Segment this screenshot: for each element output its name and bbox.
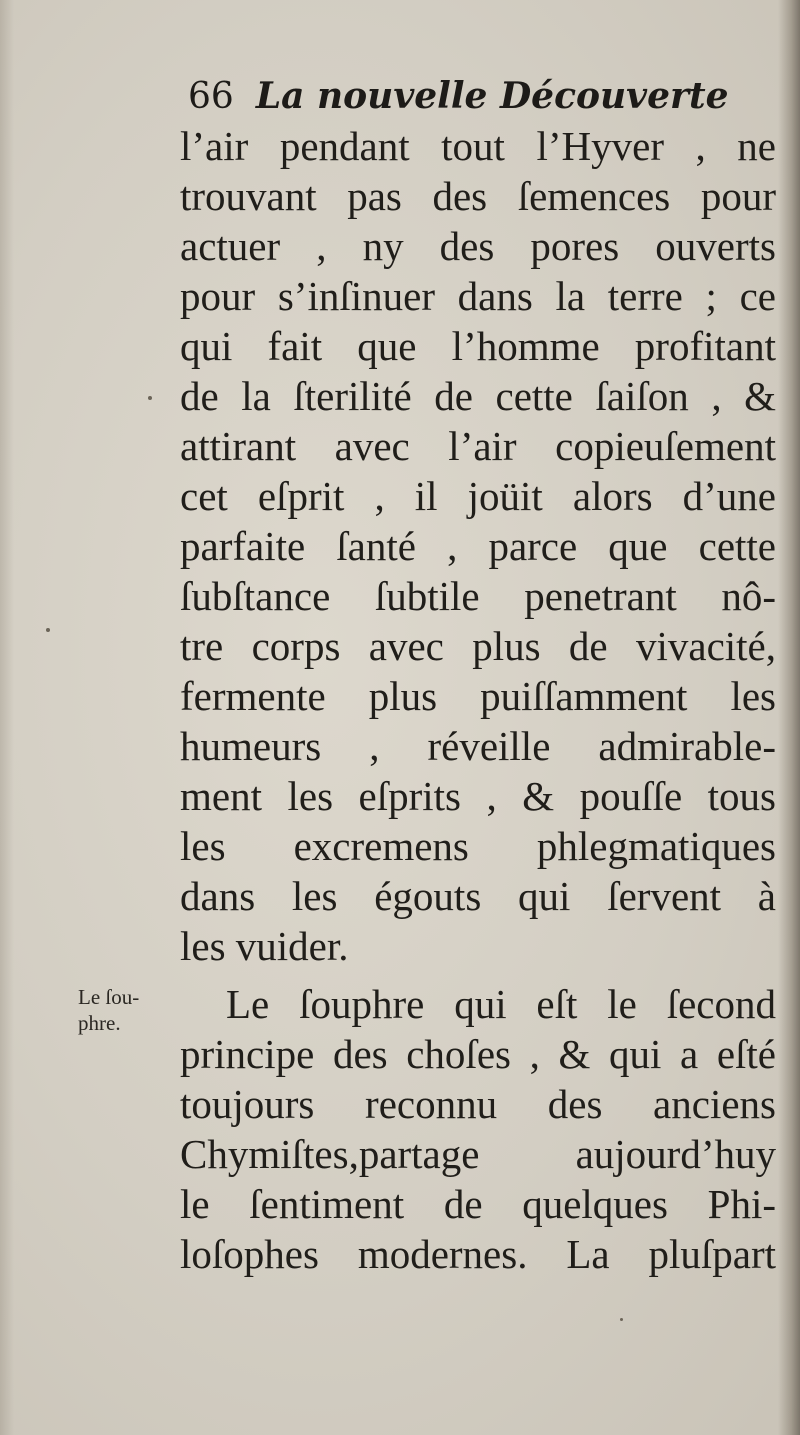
paper-speck <box>148 396 152 400</box>
text-line: principe des choſes , & qui a eſté <box>180 1031 776 1077</box>
text-line: humeurs , réveille admirable- <box>180 723 776 769</box>
text-line: parfaite ſanté , parce que cette <box>180 523 776 569</box>
text-line: les vuider. <box>180 923 349 969</box>
text-line: trouvant pas des ſemences pour <box>180 173 776 219</box>
text-line: ſubſtance ſubtile penetrant nô- <box>180 573 776 619</box>
page-header <box>188 72 748 120</box>
text-line: toujours reconnu des anciens <box>180 1081 776 1127</box>
text-line: Chymiſtes,partage aujourd’huy <box>180 1131 776 1177</box>
text-line: dans les égouts qui ſervent à <box>180 873 776 919</box>
text-line: pour s’inſinuer dans la terre ; ce <box>180 273 776 319</box>
text-line: les excremens phlegmatiques <box>180 823 776 869</box>
text-line: actuer , ny des pores ouverts <box>180 223 776 269</box>
paper-speck <box>46 628 50 632</box>
text-line: tre corps avec plus de vivacité, <box>180 623 776 669</box>
running-title: La nouvelle Découverte <box>255 75 729 117</box>
text-line: loſophes modernes. La pluſpart <box>180 1231 776 1277</box>
text-line: cet eſprit , il joüit alors d’une <box>180 473 776 519</box>
marginal-note <box>78 984 170 1036</box>
text-line: Le ſouphre qui eſt le ſecond <box>226 981 776 1027</box>
text-line: attirant avec l’air copieuſement <box>180 423 776 469</box>
page-number: 66 <box>188 76 234 117</box>
page-edge-shadow <box>778 0 800 1435</box>
page-gutter-shadow <box>0 0 14 1435</box>
marginal-note-line: phre. <box>78 1011 121 1035</box>
text-line: le ſentiment de quelques Phi- <box>180 1181 776 1227</box>
text-line: de la ſterilité de cette ſaiſon , & <box>180 373 776 419</box>
text-line: qui fait que l’homme profitant <box>180 323 776 369</box>
text-line: l’air pendant tout l’Hyver , ne <box>180 123 776 169</box>
marginal-note-line: Le ſou- <box>78 985 140 1009</box>
text-line: ment les eſprits , & pouſſe tous <box>180 773 776 819</box>
text-line: fermente plus puiſſamment les <box>180 673 776 719</box>
paper-speck <box>620 1318 623 1321</box>
